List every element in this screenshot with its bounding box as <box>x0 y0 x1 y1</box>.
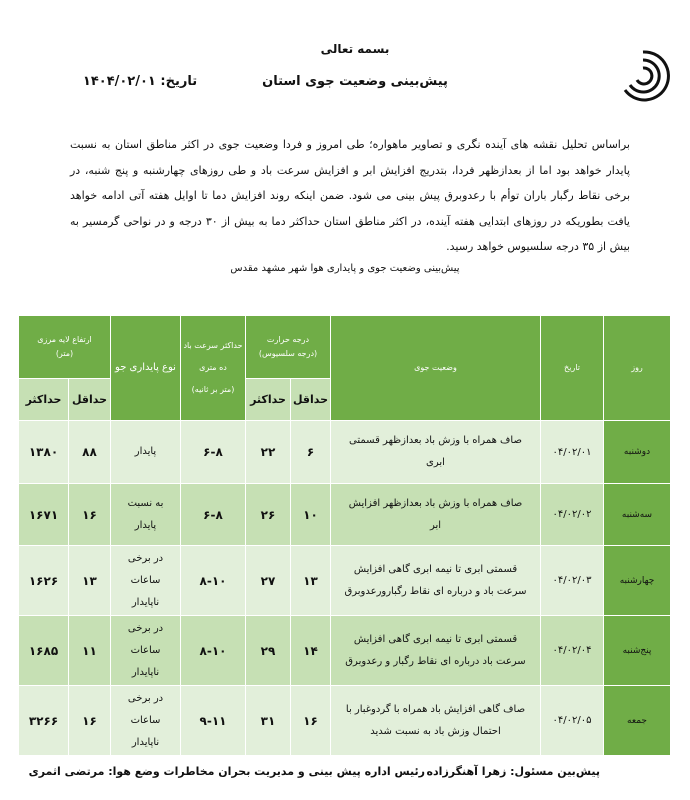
cell-temp-max: ۲۶ <box>246 484 291 546</box>
cell-date: ۰۴/۰۲/۰۳ <box>541 546 604 616</box>
header-wind-unit: (متر بر ثانیه) <box>191 385 235 394</box>
document-date: تاریخ: ۱۴۰۴/۰۲/۰۱ <box>82 74 198 89</box>
cell-temp-min: ۱۳ <box>291 546 331 616</box>
cell-condition: صاف همراه با وزش باد بعدازظهر افزایش ابر <box>331 484 541 546</box>
cell-bl-min: ۱۶ <box>69 686 111 756</box>
cell-bl-min: ۱۶ <box>69 484 111 546</box>
cell-stability: پایدار <box>111 421 181 484</box>
cell-wind: ۸-۱۰ <box>181 616 246 686</box>
cell-day: چهارشنبه <box>604 546 671 616</box>
header-temperature <box>246 316 331 379</box>
cell-day: دوشنبه <box>604 421 671 484</box>
header-bl-unit: (متر) <box>55 349 74 358</box>
cell-day: سه‌شنبه <box>604 484 671 546</box>
cell-bl-max: ۱۶۸۵ <box>19 616 69 686</box>
header-bl-label: ارتفاع لایه مرزی <box>37 335 92 344</box>
header-temp-min: حداقل <box>291 379 331 421</box>
cell-stability: در برخی ساعات ناپایدار <box>111 686 181 756</box>
header-date: تاریخ <box>541 316 604 421</box>
table-row <box>19 546 671 616</box>
header-wind-label: حداکثر سرعت باد ده متری <box>183 341 243 372</box>
head-signature: رئیس اداره پیش بینی و مدیریت بحران مخاطرات وضع هوا: مرتضی اثمری <box>28 765 425 778</box>
table-row <box>19 616 671 686</box>
cell-condition: قسمتی ابری تا نیمه ابری گاهی افزایش سرعت باد و درباره ای نقاط رگبارورعدوبرق <box>331 546 541 616</box>
forecast-summary-paragraph: براساس تحلیل نقشه های آینده نگری و تصاویر ماهواره؛ طی امروز و فردا وضعیت جوی در اکثر مناطق استان به نسبت پایدار خواهد بود اما از بعدازظهر فردا، بتدریج افزایش ابر و افزایش سرعت باد و طی روزهای چهارشنبه و پنج شنبه، در برخی نقاط رگبار باران توأم با رعدوبرق پیش بینی می شود. ضمن اینکه روند افزایش دما تا اوایل هفته آتی ادامه خواهد یافت بطوریکه در روزهای ابتدایی هفته آینده، در اکثر مناطق استان حداکثر دما به بیش از ۳۰ درجه و در نواحی گرمسیر به بیش از ۳۵ درجه سلسیوس خواهد رسید. <box>70 138 630 253</box>
cell-day: پنج‌شنبه <box>604 616 671 686</box>
cell-temp-max: ۳۱ <box>246 686 291 756</box>
cell-condition: صاف گاهی افزایش باد همراه با گردوغبار با احتمال وزش باد به نسبت شدید <box>331 686 541 756</box>
cell-wind: ۶-۸ <box>181 421 246 484</box>
cell-stability: به نسبت پایدار <box>111 484 181 546</box>
header-wind <box>181 316 246 421</box>
cell-wind: ۹-۱۱ <box>181 686 246 756</box>
cell-date: ۰۴/۰۲/۰۵ <box>541 686 604 756</box>
cell-bl-max: ۳۲۶۶ <box>19 686 69 756</box>
cell-bl-min: ۱۳ <box>69 546 111 616</box>
header-temp-max: حداکثر <box>246 379 291 421</box>
table-row <box>19 686 671 756</box>
header-stability: نوع پایداری جو <box>111 316 181 421</box>
cell-stability: در برخی ساعات ناپایدار <box>111 616 181 686</box>
cell-temp-min: ۱۰ <box>291 484 331 546</box>
cell-temp-min: ۱۴ <box>291 616 331 686</box>
header-temperature-label: درجه حرارت <box>266 335 310 344</box>
cell-wind: ۶-۸ <box>181 484 246 546</box>
table-row <box>19 484 671 546</box>
cell-temp-min: ۶ <box>291 421 331 484</box>
header-bl-max: حداکثر <box>19 379 69 421</box>
cell-temp-max: ۲۷ <box>246 546 291 616</box>
meteorological-organization-logo <box>585 40 675 120</box>
forecaster-signature: پیش‌بین مسئول: زهرا آهنگرزاده <box>426 765 600 778</box>
cell-stability: در برخی ساعات ناپایدار <box>111 546 181 616</box>
cell-condition: صاف همراه با وزش باد بعدازظهر قسمتی ابری <box>331 421 541 484</box>
cell-bl-max: ۱۶۷۱ <box>19 484 69 546</box>
cell-temp-max: ۲۲ <box>246 421 291 484</box>
cell-temp-min: ۱۶ <box>291 686 331 756</box>
cell-bl-max: ۱۶۲۶ <box>19 546 69 616</box>
header-day: روز <box>604 316 671 421</box>
cell-bl-min: ۸۸ <box>69 421 111 484</box>
document-title: پیش‌بینی وضعیت جوی استان <box>262 74 448 89</box>
cell-temp-max: ۲۹ <box>246 616 291 686</box>
header-boundary-layer <box>19 316 111 379</box>
cell-date: ۰۴/۰۲/۰۱ <box>541 421 604 484</box>
table-caption: پیش‌بینی وضعیت جوی و پایداری هوا شهر مشهد مقدس <box>230 263 460 274</box>
cell-date: ۰۴/۰۲/۰۲ <box>541 484 604 546</box>
cell-wind: ۸-۱۰ <box>181 546 246 616</box>
forecast-table <box>18 315 671 756</box>
cell-bl-max: ۱۳۸۰ <box>19 421 69 484</box>
table-row <box>19 421 671 484</box>
header-bl-min: حداقل <box>69 379 111 421</box>
header-condition: وضعیت جوی <box>331 316 541 421</box>
cell-bl-min: ۱۱ <box>69 616 111 686</box>
cell-date: ۰۴/۰۲/۰۴ <box>541 616 604 686</box>
cell-condition: قسمتی ابری تا نیمه ابری گاهی افزایش سرعت باد درباره ای نقاط رگبار و رعدوبرق <box>331 616 541 686</box>
cell-day: جمعه <box>604 686 671 756</box>
bismillah-heading: بسمه تعالی <box>320 42 390 56</box>
header-temperature-unit: (درجه سلسیوس) <box>258 349 318 358</box>
